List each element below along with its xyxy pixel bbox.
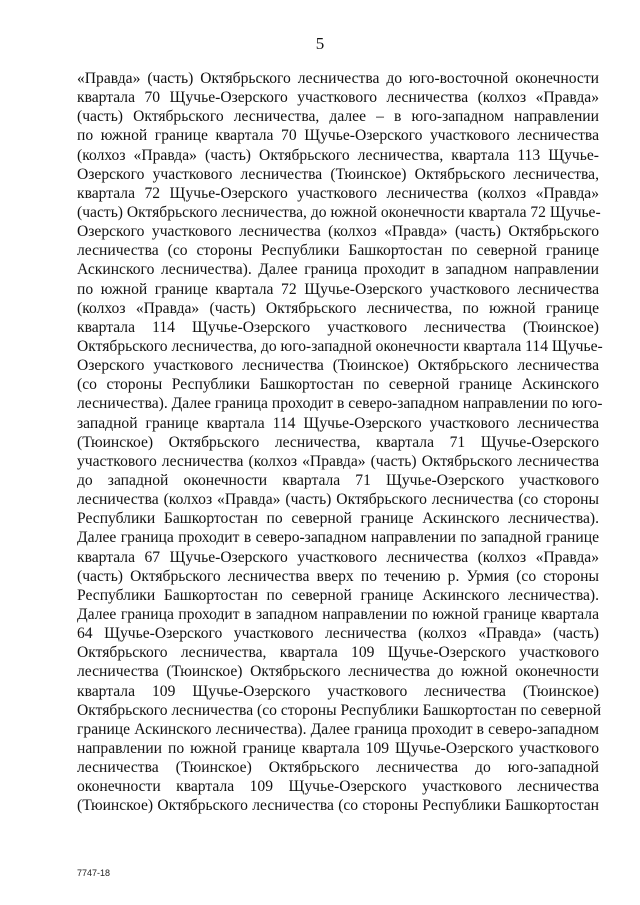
text-line: (Тюинское) Октябрьского лесничества, квартала 71 Щучье-Озерского [77,433,599,451]
text-line: (Тюинское) Октябрьского лесничества (со стороны Республики Башкортостан [77,797,599,815]
text-line: квартала 114 Щучье-Озерского участкового лесничества (Тюинское) [77,318,599,336]
text-line: квартала 72 Щучье-Озерского участкового лесничества (колхоз «Правда» [77,184,599,202]
text-line: Аскинского лесничества). Далее граница проходит в западном направлении [77,261,599,279]
text-line: «Правда» (часть) Октябрьского лесничества до юго-восточной оконечности [77,70,599,87]
body-text [77,69,603,815]
text-line: лесничества (колхоз «Правда» (часть) Октябрьского лесничества (со стороны [77,491,599,509]
text-line: западной границе квартала 114 Щучье-Озерского участкового лесничества [77,414,599,432]
text-line: по южной границе квартала 70 Щучье-Озерского участкового лесничества [77,127,599,145]
text-line: Октябрьского лесничества (со стороны Республики Башкортостан по северной [77,701,602,719]
text-line: Озерского участкового лесничества (колхоз «Правда» (часть) Октябрьского [77,223,599,241]
text-line: лесничества (со стороны Республики Башкортостан по северной границе [77,242,599,260]
text-line: Республики Башкортостан по северной границе Аскинского лесничества). [77,510,599,528]
text-line: Далее граница проходит в западном направлении по южной границе квартала [77,605,599,623]
text-line: 64 Щучье-Озерского участкового лесничества (колхоз «Правда» (часть) [77,625,599,643]
text-line: квартала 70 Щучье-Озерского участкового лесничества (колхоз «Правда» [77,89,599,107]
text-line: (со стороны Республики Башкортостан по северной границе Аскинского [77,376,599,394]
text-line: лесничества (Тюинское) Октябрьского лесничества до южной оконечности [77,663,599,681]
text-line: (часть) Октябрьского лесничества вверх по течению р. Урмия (со стороны [77,567,599,585]
text-line: (часть) Октябрьского лесничества, до южной оконечности квартала 72 Щучье- [77,203,601,221]
text-line: Далее граница проходит в северо-западном направлении по западной границе [77,529,599,547]
text-line: (часть) Октябрьского лесничества, далее – в юго-западном направлении [77,108,599,126]
text-line: границе Аскинского лесничества). Далее граница проходит в северо-западном [77,720,599,738]
document-code: 7747-18 [77,868,111,878]
text-line: квартала 67 Щучье-Озерского участкового лесничества (колхоз «Правда» [77,548,599,566]
text-line: оконечности квартала 109 Щучье-Озерского участкового лесничества [77,778,599,796]
text-line: квартала 109 Щучье-Озерского участкового лесничества (Тюинское) [77,682,599,700]
text-line: (колхоз «Правда» (часть) Октябрьского лесничества, квартала 113 Щучье- [77,146,599,164]
text-line: до западной оконечности квартала 71 Щучье-Озерского участкового [77,471,599,489]
text-line: по южной границе квартала 72 Щучье-Озерского участкового лесничества [77,280,599,298]
text-line: Республики Башкортостан по северной границе Аскинского лесничества). [77,586,599,604]
text-line: направлении по южной границе квартала 109 Щучье-Озерского участкового [77,739,599,757]
text-line: лесничества (Тюинское) Октябрьского лесничества до юго-западной [77,759,599,777]
text-line: Озерского участкового лесничества (Тюинское) Октябрьского лесничества, [77,165,599,183]
text-line: участкового лесничества (колхоз «Правда» (часть) Октябрьского лесничества [77,452,599,470]
text-line: лесничества). Далее граница проходит в северо-западном направлении по юго- [77,395,603,413]
text-line: (колхоз «Правда» (часть) Октябрьского лесничества, по южной границе [77,299,599,317]
text-line: Октябрьского лесничества, до юго-западной оконечности квартала 114 Щучье- [77,337,603,355]
page-number: 5 [315,34,325,53]
text-line: Озерского участкового лесничества (Тюинское) Октябрьского лесничества [77,357,599,375]
text-line: Октябрьского лесничества, квартала 109 Щучье-Озерского участкового [77,644,599,662]
